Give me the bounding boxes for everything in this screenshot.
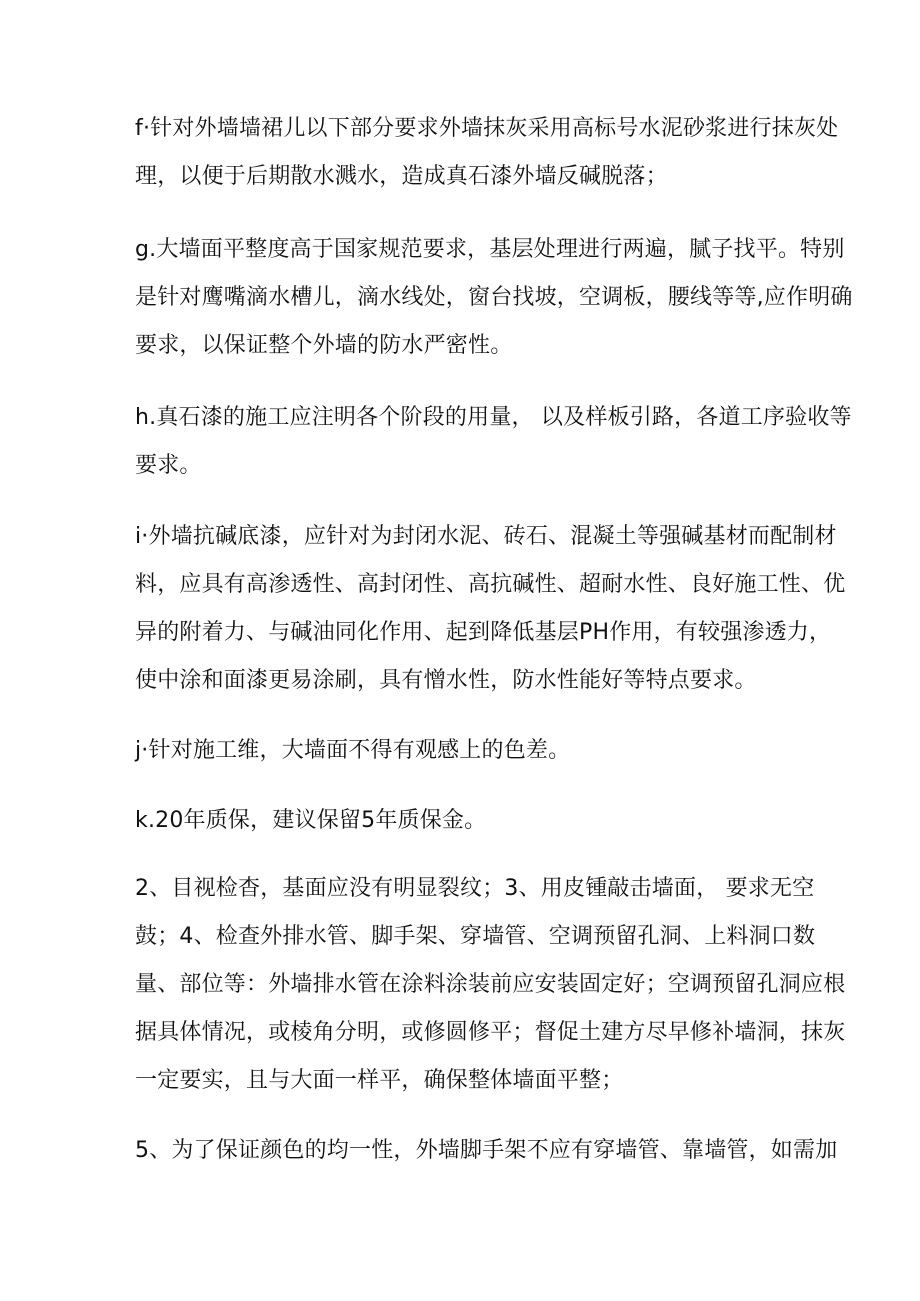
text-line: 一定要实，且与大面一样平，确保整体墙面平整； [135, 1068, 624, 1093]
text-line: 使中涂和面漆更易涂刷，具有憎水性，防水性能好等特点要求。 [135, 668, 757, 693]
text-line: 要求，以保证整个外墙的防水严密性。 [135, 333, 513, 358]
text-line: h.真石漆的施工应注明各个阶段的用量， 以及样板引路，各道工序验收等 [135, 405, 852, 430]
text-line: f·针对外墙墙裙儿以下部分要求外墙抹灰采用高标号水泥砂浆进行抹灰处 [135, 116, 839, 141]
text-line: i·外墙抗碱底漆，应针对为封闭水泥、砖石、混凝土等强碱基材而配制材 [135, 524, 837, 549]
paragraph-k [135, 797, 785, 845]
text-line: 异的附着力、与碱油同化作用、起到降低基层PH作用，有较强渗透力， [135, 620, 832, 645]
text-line: 5、为了保证颜色的均一性，外墙脚手架不应有穿墙管、靠墙管，如需加 [135, 1138, 838, 1163]
paragraph-h [135, 394, 852, 490]
paragraph-i [135, 513, 846, 705]
text-line: 料，应具有高渗透性、高封闭性、高抗碱性、超耐水性、良好施工性、优 [135, 572, 846, 597]
text-line: 鼓；4、检查外排水管、脚手架、穿墙管、空调预留孔洞、上料洞口数 [135, 924, 816, 949]
paragraph-f [135, 105, 839, 201]
text-line: 据具体情况，或棱角分明，或修圆修平；督促土建方尽早修补墙洞，抹灰 [135, 1020, 846, 1045]
text-line: 2、目视检杳，基面应没有明显裂纹；3、用皮锺敲击墙面， 要求无空 [135, 876, 815, 901]
text-line: 量、部位等：外墙排水管在涂料涂装前应安装固定好；空调预留孔洞应根 [135, 972, 846, 997]
text-line: 要求。 [135, 453, 202, 478]
text-line: k.20年质保，建议保留5年质保金。 [135, 808, 487, 833]
text-line: 是针对鹰嘴滴水槽儿，滴水线处，窗台找坡，空调板，腰线等等,应作明确 [135, 285, 853, 310]
paragraph-j [135, 727, 785, 775]
paragraph-items-2-4 [135, 865, 846, 1105]
text-line: j·针对施工维，大墙面不得有观感上的色差。 [135, 738, 571, 763]
paragraph-g [135, 226, 853, 370]
paragraph-item-5 [135, 1127, 838, 1175]
text-line: 理，以便于后期散水溅水，造成真石漆外墙反碱脱落； [135, 164, 668, 189]
text-line: g.大墙面平整度高于国家规范要求，基层处理进行两遍，腻子找平。特别 [135, 237, 845, 262]
